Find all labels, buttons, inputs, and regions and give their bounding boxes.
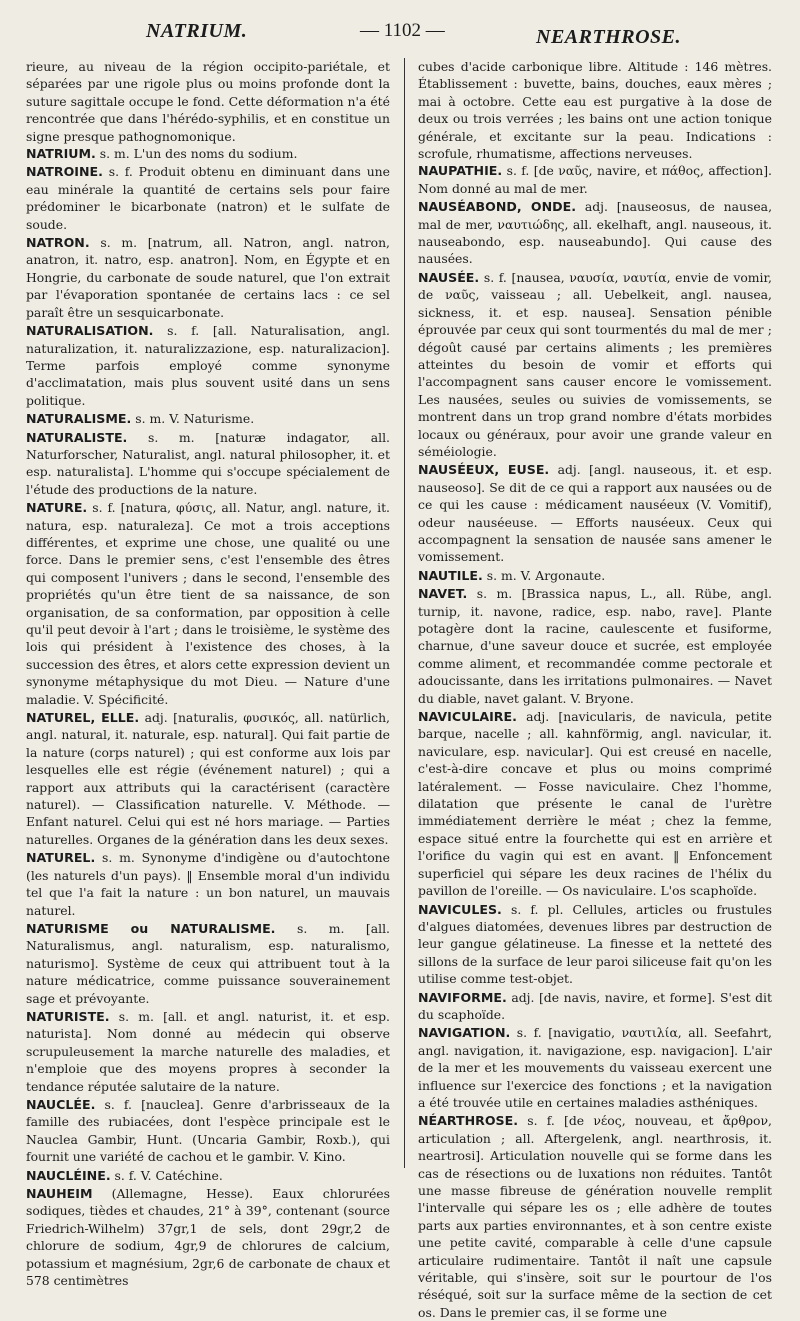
entry-definition: s. f. [nauclea]. Genre d'arbrisseaux de la famille des rubiacées, dont l'espèce principale est le Nauclea Gambir, Hunt. (Uncaria Gambir, Roxb.), qui fournit une variété de cachou et le gambir. V. Kino. (26, 1096, 390, 1165)
dictionary-entry (418, 989, 772, 1024)
entry-definition: s. f. [de νέος, nouveau, et ἄρθρον, articulation ; all. Aftergelenk, angl. nearthrosis, it. neartrosi]. Articulation nouvelle qui se forme dans les cas de résections ou de luxations non réduites. Tantôt une masse fibreuse de génération nouvelle remplit l'intervalle qui sépare les os ; elle adhère de toutes parts aux parties environnantes, et à son centre existe une petite cavité, comparable à celle d'une capsule articulaire rudimentaire. Tantôt il naît une capsule véritable, qui s'insère, soit sur le pourtour de l'os réséqué, soit sur la surface même de la section de cet os. Dans le premier cas, il se forme une (418, 1113, 772, 1320)
entry-definition: s. f. [navigatio, ναυτιλία, all. Seefahrt, angl. navigation, it. navigazione, esp. navigacion]. L'air de la mer et les mouvements du vaisseau exercent une influence sur l'exercice des fonctions ; et la navigation a été trouvée utile en certaines maladies asthéniques. (418, 1025, 772, 1110)
dictionary-entry (418, 1112, 772, 1321)
left-column (26, 58, 390, 1289)
dictionary-entry (418, 1024, 772, 1111)
entry-headword: NATURALISME. (26, 411, 132, 427)
entry-headword: NAUSÉE. (418, 269, 480, 285)
entry-headword: NAUCLÉINE. (26, 1167, 111, 1183)
entry-list (418, 162, 772, 1321)
page-number: — 1102 — (360, 20, 445, 41)
entry-definition: adj. [navicularis, de navicula, petite barque, nacelle ; all. kahnförmig, angl. navicular, it. naviculare, esp. navicular]. Qui est creusé en nacelle, c'est-à-dire concave et plus ou moins comprimé latéralement. — Fosse naviculaire. Chez l'homme, dilatation que présente le canal de l'urètre immédiatement derrière le méat ; chez la femme, espace situé entre la fourchette qui est en arrière et l'orifice du vagin qui est en avant. ‖ Enfoncement superficiel qui sépare les deux racines de l'hélix du pavillon de l'oreille. — Os naviculaire. L'os scaphoïde. (418, 709, 772, 899)
entry-headword: NATURISTE. (26, 1008, 110, 1024)
dictionary-entry (418, 708, 772, 899)
entry-headword: NATURALISATION. (26, 323, 154, 339)
dictionary-entry (418, 269, 772, 460)
entry-headword: NATROINE. (26, 164, 103, 180)
entry-definition: s. f. Produit obtenu en diminuant dans une eau minérale la quantité de certains sels pour faire prédominer le bicarbonate (natron) et le sulfate de soude. (26, 164, 390, 232)
right-column (418, 58, 773, 1320)
entry-headword: NATUREL, ELLE. (26, 710, 140, 726)
dictionary-entry (418, 162, 772, 197)
dictionary-entry (418, 461, 772, 565)
entry-headword: NATRON. (26, 235, 90, 251)
entry-headword: NATURALISTE. (26, 429, 128, 445)
entry-definition: s. f. [nausea, ναυσία, ναυτία, envie de vomir, de ναῦς, vaisseau ; all. Uebelkeit, angl. nausea, sickness, it. et esp. nausea]. Sensation pénible éprouvée par ceux qui sont tourmentés du mal de mer ; dégoût causé par certains aliments ; les premières atteintes du besoin de vomir et efforts qui l'accompagnent sans causer encore le vomissement. Les nausées, seules ou suivies de vomissements, se montrent dans un trop grand nombre d'états morbides locaux ou généraux, pour avoir une grande valeur en séméiologie. (418, 269, 772, 459)
running-head-left: NATRIUM. (146, 20, 248, 42)
entry-headword: NAUSÉABOND, ONDE. (418, 199, 576, 215)
entry-headword: NAUSÉEUX, EUSE. (418, 462, 550, 478)
entry-definition: s. m. V. Argonaute. (482, 567, 606, 583)
entry-definition: s. m. V. Naturisme. (131, 411, 255, 427)
entry-definition: (Allemagne, Hesse). Eaux chlorurées sodiques, tièdes et chaudes, 21° à 39°, contenant (source Friedrich-Wilhelm) 37gr,1 de sels, dont 29gr,2 de chlorure de sodium, 4gr,9 de chlorures de calcium, potassium et magnésium, 2gr,6 de carbonate de chaux et 578 centimètres (26, 1186, 390, 1289)
dictionary-entry (418, 567, 772, 584)
entry-definition: s. f. [de ναῦς, navire, et πάθος, affection]. Nom donné au mal de mer. (418, 163, 772, 196)
dictionary-entry (26, 410, 390, 427)
entry-definition: adj. [angl. nauseous, it. et esp. nauseoso]. Se dit de ce qui a rapport aux nausées ou de ce qui les cause : médicament nauséeux (V. Vomitif), odeur nauséeuse. — Efforts nauséeux. Ceux qui accompagnent la sensation de nausée sans amener le vomissement. (418, 462, 773, 565)
dictionary-entry (26, 1167, 390, 1184)
entry-definition: s. m. [natrum, all. Natron, angl. natron, anatron, it. natro, esp. anatron]. Nom, en Égypte et en Hongrie, du carbonate de soude naturel, que l'on extrait par l'évaporation spontanée de certains lacs : ce sel paraît être un sesquicarbonate. (26, 235, 390, 320)
entry-headword: NATURISME ou NATURALISME. (26, 920, 276, 936)
continuation-text: cubes d'acide carbonique libre. Altitude : 146 mètres. Établissement : buvette, bains, douches, eaux mères ; mai à octobre. Cette eau est purgative à la dose de deux ou trois verrées ; les bains ont une action tonique générale, et excitante sur la peau. Indications : scrofule, rhumatisme, affections nerveuses. (418, 59, 772, 162)
entry-headword: NATURE. (26, 500, 88, 516)
entry-headword: NAVICULAIRE. (418, 709, 517, 725)
entry-headword: NAVIGATION. (418, 1025, 511, 1041)
dictionary-entry (26, 234, 390, 321)
dictionary-entry (26, 920, 390, 1007)
dictionary-entry (26, 499, 390, 708)
entry-definition: s. f. [all. Naturalisation, angl. naturalization, it. naturalizzazione, esp. naturalizacion]. Terme parfois employé comme synonyme d'acclimatation, mais plus souvent usité dans un sens politique. (26, 323, 390, 408)
page-header (0, 18, 800, 52)
entry-definition: s. f. pl. Cellules, articles ou frustules d'algues diatomées, devenues libres par destruction de leur gangue gélatineuse. La finesse et la netteté des sillons de la surface de leur paroi siliceuse fait qu'on les utilise comme test-objet. (418, 901, 772, 987)
entry-headword: NATRIUM. (26, 146, 96, 162)
dictionary-entry (26, 709, 390, 848)
dictionary-entry (26, 163, 390, 233)
continuation-text: rieure, au niveau de la région occipito-pariétale, et séparées par une rigole plus ou moins profonde dont la suture sagittale occupe le fond. Cette déformation n'a été rencontrée que dans l'hérédo-syphilis, et en constitue un signe presque pathognomonique. (26, 59, 390, 144)
entry-headword: NATUREL. (26, 850, 96, 866)
entry-definition: adj. [naturalis, φυσικός, all. natürlich, angl. natural, it. naturale, esp. natural]. Qui fait partie de la nature (corps naturel) ; qui est conforme aux lois par lesquelles elle est régie (événement naturel) ; qui a rapport aux attributs qui la caractérisent (caractère naturel). — Classification naturelle. V. Méthode. — Enfant naturel. Celui qui est né hors mariage. — Parties naturelles. Organes de la génération dans les deux sexes. (26, 710, 390, 847)
dictionary-entry (418, 198, 772, 268)
dictionary-entry (26, 1008, 390, 1095)
entry-list (26, 145, 390, 1289)
dictionary-entry (418, 585, 772, 707)
entry-headword: NAUTILE. (418, 567, 483, 583)
entry-definition: s. m. [Brassica napus, L., all. Rübe, angl. turnip, it. navone, radice, esp. nabo, rave]. Plante potagère dont la racine, caulescente et fusiforme, charnue, d'une saveur douce et sucrée, est employée comme aliment, et recommandée comme pectorale et adoucissante, dans les irritations pulmonaires. — Navet du diable, navet galant. V. Bryone. (418, 586, 772, 706)
entry-definition: s. m. L'un des noms du sodium. (95, 146, 298, 162)
entry-headword: NAVICULES. (418, 901, 502, 917)
entry-definition: s. m. [all. Naturalismus, angl. naturalism, esp. naturalismo, naturismo]. Système de ceux qui attribuent tout à la nature médicatrice, comme puissance souverainement sage et prévoyante. (26, 920, 390, 1006)
entry-definition: adj. [de navis, navire, et forme]. S'est dit du scaphoïde. (418, 989, 772, 1022)
dictionary-entry (26, 849, 390, 919)
dictionary-entry (418, 901, 772, 988)
entry-definition: s. m. [naturæ indagator, all. Naturforscher, Naturalist, angl. natural philosopher, it. et esp. naturalista]. L'homme qui s'occupe spécialement de l'étude des productions de la nature. (26, 429, 390, 497)
entry-definition: s. m. Synonyme d'indigène ou d'autochtone (les naturels d'un pays). ‖ Ensemble moral d'un individu tel que l'a fait la nature : un bon naturel, un mauvais naturel. (26, 850, 390, 918)
entry-definition: s. f. V. Catéchine. (110, 1167, 223, 1183)
dictionary-entry (26, 322, 390, 409)
entry-headword: NÉARTHROSE. (418, 1113, 519, 1129)
entry-headword: NAUHEIM (26, 1186, 93, 1201)
dictionary-entry (26, 1096, 390, 1166)
column-divider (404, 58, 405, 1168)
entry-definition: s. f. [natura, φύσις, all. Natur, angl. nature, it. natura, esp. naturaleza]. Ce mot a trois acceptions différentes, et exprime une chose, une qualité ou une force. Dans le premier sens, c'est l'ensemble des êtres qui composent l'univers ; dans le second, l'ensemble des propriétés qu'un être tient de sa naissance, de son organisation, de sa conformation, par opposition à celle qu'il peut devoir à l'art ; dans le troisième, le système des lois qui président à l'existence des choses, à la succession des êtres, et alors cette expression devient un synonyme métaphysique du mot Dieu. — Nature d'une maladie. V. Spécificité. (26, 500, 390, 707)
entry-headword: NAUPATHIE. (418, 163, 503, 179)
entry-definition: adj. [nauseosus, de nausea, mal de mer, ναυτιώδης, all. ekelhaft, angl. nauseous, it. nauseabondo, esp. nauseabundo]. Qui cause des nausées. (418, 199, 773, 267)
entry-definition: s. m. [all. et angl. naturist, it. et esp. naturista]. Nom donné au médecin qui observe scrupuleusement la marche naturelle des maladies, et n'emploie que des moyens propres à seconder la tendance réputée salutaire de la nature. (26, 1008, 390, 1094)
dictionary-entry (26, 1185, 390, 1289)
entry-headword: NAUCLÉE. (26, 1096, 96, 1112)
dictionary-entry (26, 429, 390, 499)
running-head-right: NEARTHROSE. (536, 26, 681, 48)
entry-headword: NAVET. (418, 586, 468, 602)
dictionary-entry (26, 145, 390, 162)
entry-headword: NAVIFORME. (418, 989, 507, 1005)
